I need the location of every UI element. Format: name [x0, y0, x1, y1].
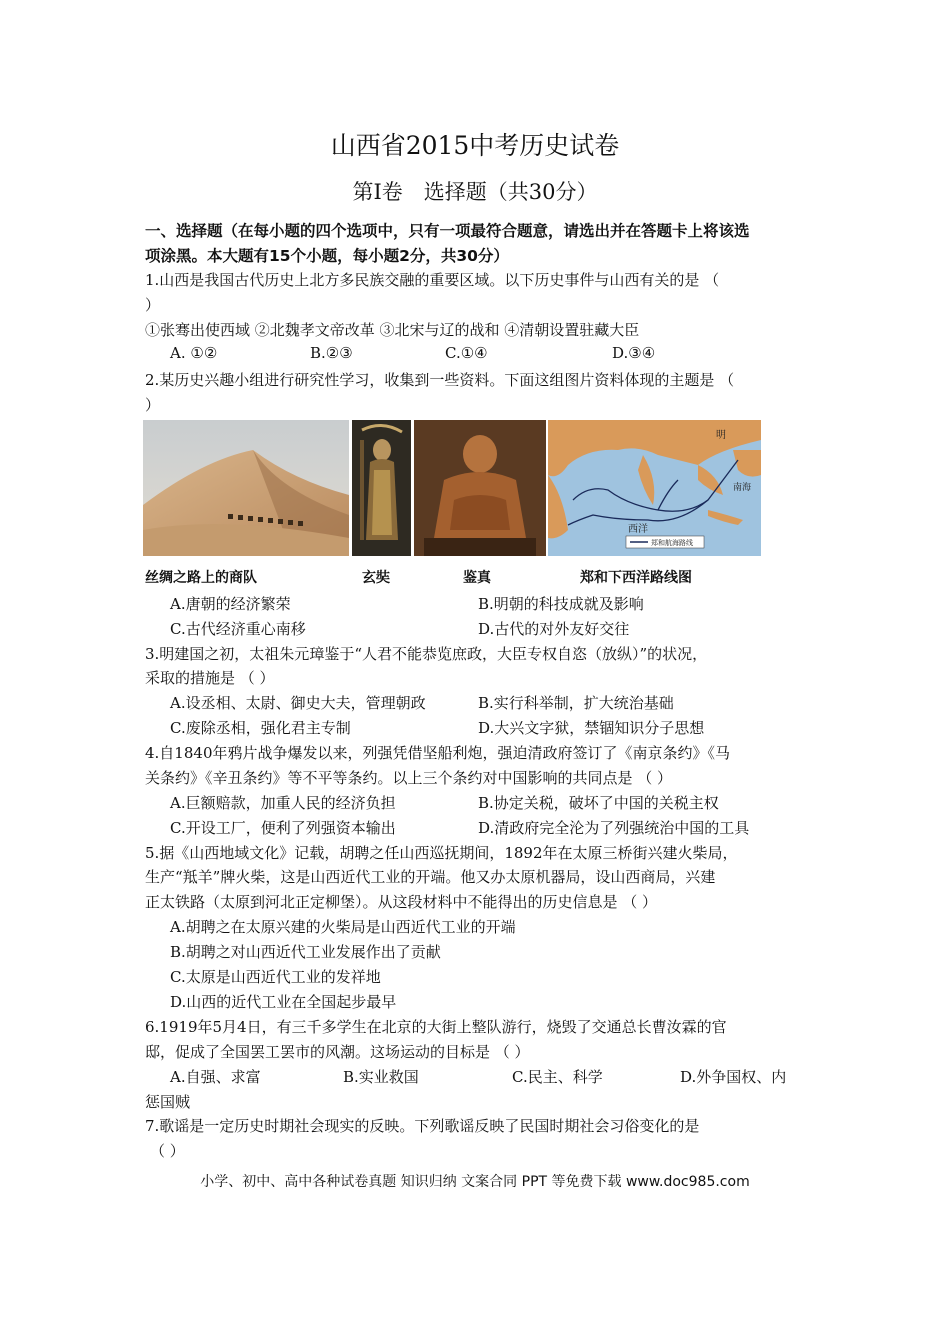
caption-jianzhen: 鉴真 — [463, 570, 491, 586]
q6-option-b[interactable]: B.实业救国 — [343, 1068, 419, 1086]
q4-option-a[interactable]: A.巨额赔款，加重人民的经济负担 — [170, 794, 396, 812]
q6-option-a[interactable]: A.自强、求富 — [170, 1068, 261, 1086]
q7-stem-line1: 7.歌谣是一定历史时期社会现实的反映。下列歌谣反映了民国时期社会习俗变化的是 — [145, 1117, 700, 1135]
q5-stem-line2: 生产“羝羊”牌火柴，这是山西近代工业的开端。他又办太原机器局，设山西商局，兴建 — [145, 868, 716, 886]
q6-option-d[interactable]: D.外争国权、内 — [680, 1068, 787, 1086]
q1-option-c[interactable]: C.①④ — [445, 344, 488, 362]
jianzhen-image — [414, 420, 546, 556]
page-subtitle: 第Ⅰ卷 选择题（共30分） — [352, 180, 598, 204]
q1-stem-line1: 1.山西是我国古代历史上北方多民族交融的重要区域。以下历史事件与山西有关的是 （ — [145, 271, 720, 289]
q6-option-c[interactable]: C.民主、科学 — [512, 1068, 603, 1086]
q5-stem-line3: 正太铁路（太原到河北正定柳堡）。从这段材料中不能得出的历史信息是 （ ） — [145, 893, 658, 911]
q1-option-d[interactable]: D.③④ — [612, 344, 656, 362]
q1-option-a[interactable]: A. ①② — [170, 344, 218, 362]
q5-option-b[interactable]: B.胡聘之对山西近代工业发展作出了贡献 — [170, 943, 441, 961]
q6-option-d-continued: 惩国贼 — [145, 1093, 191, 1111]
q3-stem-line2: 采取的措施是 （ ） — [145, 669, 275, 687]
q3-stem-line1: 3.明建国之初，太祖朱元璋鉴于“人君不能恭览庶政，大臣专权自恣（放纵）”的状况， — [145, 645, 708, 663]
section-instructions-line2: 项涂黑。本大题有15个小题，每小题2分，共30分） — [145, 247, 509, 265]
q5-option-d[interactable]: D.山西的近代工业在全国起步最早 — [170, 993, 397, 1011]
q6-stem-line2: 邸，促成了全国罢工罢市的风潮。这场运动的目标是 （ ） — [145, 1043, 530, 1061]
q3-option-c[interactable]: C.废除丞相，强化君主专制 — [170, 719, 351, 737]
map-label-ming: 明 — [716, 430, 726, 441]
q1-option-b[interactable]: B.②③ — [310, 344, 353, 362]
q4-stem-line2: 关条约》《辛丑条约》等不平等条约。以上三个条约对中国影响的共同点是 （ ） — [145, 769, 673, 787]
section-instructions-line1: 一、选择题（在每小题的四个选项中，只有一项最符合题意，请选出并在答题卡上将该选 — [145, 222, 750, 240]
q4-stem-line1: 4.自1840年鸦片战争爆发以来，列强凭借坚船利炮，强迫清政府签订了《南京条约》《马 — [145, 744, 730, 762]
q4-option-d[interactable]: D.清政府完全沦为了列强统治中国的工具 — [478, 819, 750, 837]
caption-caravan: 丝绸之路上的商队 — [145, 570, 257, 586]
q2-stem-line1: 2.某历史兴趣小组进行研究性学习，收集到一些资料。下面这组图片资料体现的主题是 （ — [145, 371, 735, 389]
map-legend: 郑和航海路线 — [651, 539, 693, 547]
q3-option-a[interactable]: A.设丞相、太尉、御史大夫，管理朝政 — [170, 694, 426, 712]
zhenghe-route-map — [548, 420, 761, 556]
q5-option-c[interactable]: C.太原是山西近代工业的发祥地 — [170, 968, 381, 986]
q6-stem-line1: 6.1919年5月4日，有三千多学生在北京的大街上整队游行，烧毁了交通总长曹汝霖的官 — [145, 1018, 727, 1036]
q4-option-b[interactable]: B.协定关税，破坏了中国的关税主权 — [478, 794, 719, 812]
q1-stem-line2: ） — [145, 296, 161, 314]
q5-option-a[interactable]: A.胡聘之在太原兴建的火柴局是山西近代工业的开端 — [170, 918, 516, 936]
map-label-nanhai: 南海 — [733, 483, 752, 493]
q3-option-d[interactable]: D.大兴文字狱，禁锢知识分子思想 — [478, 719, 705, 737]
xuanzang-image — [352, 420, 411, 556]
q7-stem-line2: （ ） — [150, 1142, 185, 1160]
caravan-image — [143, 420, 349, 556]
q2-option-c[interactable]: C.古代经济重心南移 — [170, 620, 306, 638]
caption-xuanzang: 玄奘 — [362, 570, 390, 586]
map-label-xiyang: 西洋 — [628, 524, 648, 535]
caption-zhenghe: 郑和下西洋路线图 — [580, 570, 692, 586]
footer-text: 小学、初中、高中各种试卷真题 知识归纳 文案合同 PPT 等免费下载 www.doc985.com — [200, 1174, 750, 1190]
q2-option-a[interactable]: A.唐朝的经济繁荣 — [170, 595, 291, 613]
q2-option-d[interactable]: D.古代的对外友好交往 — [478, 620, 630, 638]
q5-stem-line1: 5.据《山西地域文化》记载，胡聘之任山西巡抚期间，1892年在太原三桥街兴建火柴局， — [145, 844, 738, 862]
q3-option-b[interactable]: B.实行科举制，扩大统治基础 — [478, 694, 674, 712]
page-title: 山西省2015中考历史试卷 — [330, 131, 620, 160]
q4-option-c[interactable]: C.开设工厂，便利了列强资本输出 — [170, 819, 396, 837]
q2-stem-line2: ） — [145, 396, 161, 414]
q1-items: ①张骞出使西域 ②北魏孝文帝改革 ③北宋与辽的战和 ④清朝设置驻藏大臣 — [145, 321, 640, 339]
q2-option-b[interactable]: B.明朝的科技成就及影响 — [478, 595, 644, 613]
